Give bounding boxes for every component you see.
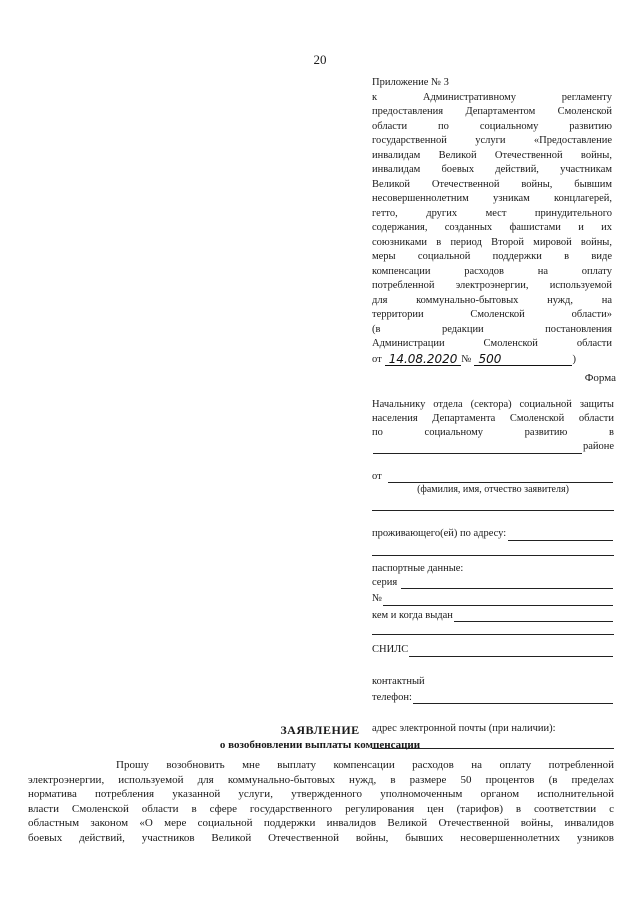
appendix-line: для коммунально-бытовых нужд, на bbox=[372, 294, 612, 306]
series-field[interactable] bbox=[401, 578, 613, 589]
series-label: серия bbox=[372, 576, 398, 588]
appendix-line: гетто, других мест принудительного bbox=[372, 207, 612, 219]
addressee-line: по социальному развитию в bbox=[372, 427, 614, 438]
addressee-block bbox=[372, 398, 614, 749]
passport-number-label: № bbox=[372, 593, 383, 605]
appendix-line: несовершеннолетним узникам концлагерей, bbox=[372, 193, 612, 204]
appendix-line: Администрации Смоленской области bbox=[372, 338, 612, 349]
phone-field[interactable] bbox=[413, 693, 613, 704]
appendix-line: союзниками в период Второй мировой войны, bbox=[372, 236, 612, 248]
snils-row bbox=[372, 643, 614, 657]
appendix-line: области по социальному развитию bbox=[372, 120, 612, 132]
statement-line: Прошу возобновить мне выплату компенсации расходов на оплату потребленной bbox=[116, 759, 614, 771]
issued-label: кем и когда выдан bbox=[372, 609, 453, 621]
appendix-line: инвалидам Великой Отечественной войны, bbox=[372, 149, 612, 161]
series-row bbox=[372, 576, 614, 590]
statement-line: электроэнергии, используемой для коммунально-бытовых нужд, в размере 50 процентов (в пределах bbox=[28, 773, 614, 786]
residence-label: проживающего(ей) по адресу: bbox=[372, 528, 507, 540]
issued-field[interactable] bbox=[454, 611, 613, 622]
appendix-line: к Административному регламенту bbox=[372, 91, 612, 103]
appendix-line: территории Смоленской области» bbox=[372, 309, 612, 320]
statement-line: областным законом «О мере социальной поддержки инвалидов Великой Отечественной войны, инвалидов bbox=[28, 817, 614, 830]
appendix-line: государственной услуги «Предоставление bbox=[372, 135, 612, 146]
applicant-name-field-2[interactable] bbox=[372, 496, 614, 511]
district-field[interactable] bbox=[373, 443, 582, 454]
handwritten-date: 14.08.2020 bbox=[385, 353, 462, 366]
contact-label: контактный bbox=[372, 676, 425, 688]
snils-label: СНИЛС bbox=[372, 644, 409, 656]
handwritten-number: 500 bbox=[474, 353, 572, 366]
statement-line: норматива потребления указанной услуги, утвержденного уполномоченным органом исполнительной bbox=[28, 788, 614, 801]
appendix-line: компенсации расходов на оплату bbox=[372, 265, 612, 277]
from-row bbox=[372, 470, 614, 484]
statement-line: боевых действий, участников Великой Отечественной войны, бывших несовершеннолетних узников bbox=[28, 831, 614, 844]
district-suffix: районе bbox=[582, 441, 614, 452]
appendix-line: потребленной электроэнергии, используемой bbox=[372, 280, 612, 291]
date-suffix: ) bbox=[572, 353, 576, 365]
email-label: адрес электронной почты (при наличии): bbox=[372, 723, 556, 735]
appendix-line: предоставления Департаментом Смоленской bbox=[372, 106, 612, 117]
appendix-line: инвалидам боевых действий, участникам bbox=[372, 164, 612, 175]
passport-label: паспортные данные: bbox=[372, 562, 464, 574]
appendix-block bbox=[372, 76, 612, 366]
statement-subtitle: о возобновлении выплаты компенсации bbox=[219, 739, 421, 751]
statement-title: ЗАЯВЛЕНИЕ bbox=[280, 723, 360, 737]
statement-line: власти Смоленской области в сфере государственного регулирования цен (тарифов) в соответствии с bbox=[28, 802, 614, 815]
appendix-line: (в редакции постановления bbox=[372, 323, 612, 335]
page-number: 20 bbox=[313, 52, 327, 67]
applicant-name-field[interactable] bbox=[388, 472, 613, 483]
passport-number-row bbox=[372, 592, 614, 606]
addressee-line: населения Департамента Смоленской области bbox=[372, 413, 614, 424]
phone-row bbox=[372, 691, 614, 705]
from-label: от bbox=[372, 470, 382, 482]
date-prefix: от bbox=[372, 353, 382, 365]
issued-row bbox=[372, 609, 614, 623]
issued-field-2[interactable] bbox=[372, 622, 614, 635]
appendix-title: Приложение № 3 bbox=[372, 77, 449, 88]
addressee-line: Начальнику отдела (сектора) социальной защиты bbox=[372, 399, 614, 410]
phone-label: телефон: bbox=[372, 691, 412, 703]
appendix-date-row bbox=[372, 353, 612, 367]
snils-field[interactable] bbox=[409, 646, 613, 657]
appendix-line: меры социальной поддержки в виде bbox=[372, 251, 612, 262]
residence-field[interactable] bbox=[508, 530, 613, 541]
district-row bbox=[372, 440, 614, 454]
residence-row bbox=[372, 527, 614, 541]
appendix-line: содержания, созданных фашистами и их bbox=[372, 222, 612, 233]
number-prefix: № bbox=[461, 353, 472, 365]
appendix-line: Великой Отечественной войны, бывшим bbox=[372, 178, 612, 190]
statement-body bbox=[28, 758, 614, 846]
passport-number-field[interactable] bbox=[383, 595, 613, 606]
form-label: Форма bbox=[584, 372, 616, 384]
residence-field-2[interactable] bbox=[372, 541, 614, 556]
name-caption: (фамилия, имя, отчество заявителя) bbox=[417, 484, 569, 496]
